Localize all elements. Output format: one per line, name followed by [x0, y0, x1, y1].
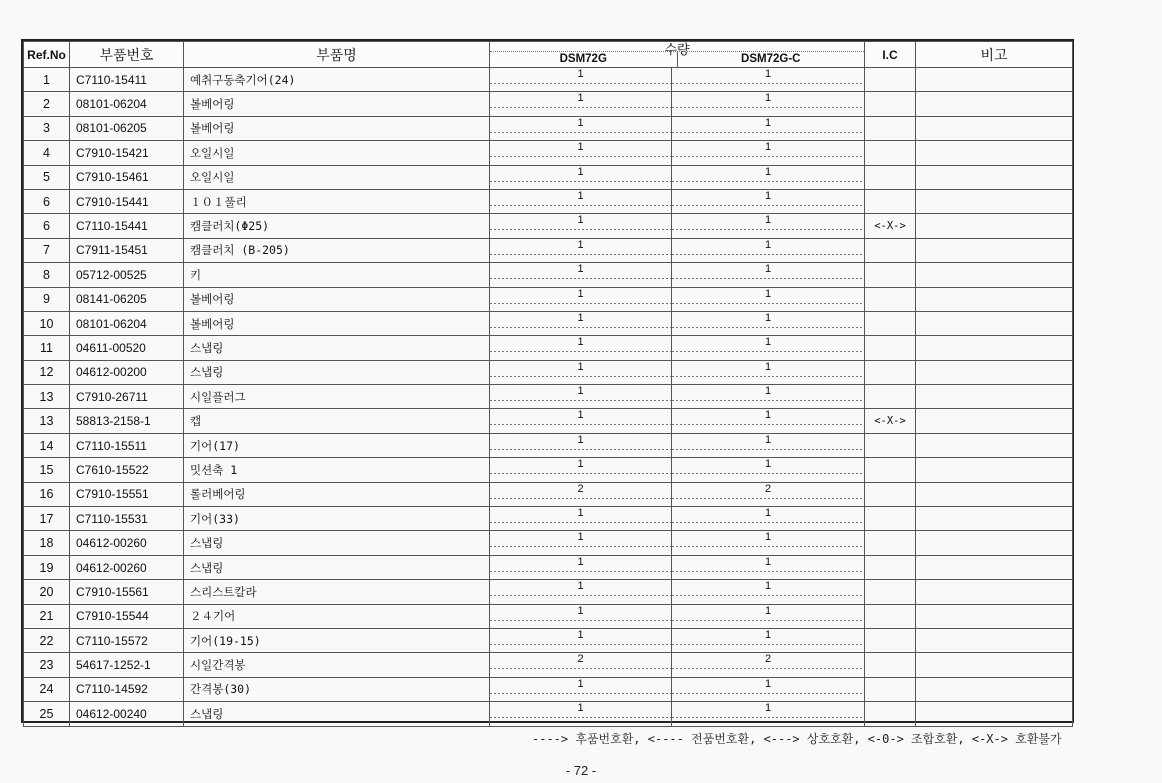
ref-cell: 21: [24, 604, 70, 628]
ic-cell: [865, 360, 916, 384]
table-row: [24, 702, 1073, 726]
qty-model-b-cell: 1: [672, 336, 865, 360]
qty-model-a-cell: 2: [490, 482, 672, 506]
qty-model-a-cell: 1: [490, 433, 672, 457]
ic-cell: [865, 141, 916, 165]
table-row: [24, 507, 1073, 531]
table-row: [24, 189, 1073, 213]
qty-model-a-cell: 1: [490, 702, 672, 726]
part-number-cell: C7910-15461: [70, 165, 184, 189]
part-name-cell: 스냅링: [184, 555, 490, 579]
part-name-cell: 기어(19-15): [184, 628, 490, 652]
qty-model-b-cell: 1: [672, 580, 865, 604]
remark-cell: [916, 580, 1073, 604]
qty-model-a-cell: 1: [490, 287, 672, 311]
ref-cell: 19: [24, 555, 70, 579]
ic-cell: [865, 677, 916, 701]
table-row: [24, 92, 1073, 116]
ref-cell: 6: [24, 214, 70, 238]
qty-model-b-cell: 1: [672, 433, 865, 457]
part-number-cell: C7110-15531: [70, 507, 184, 531]
ic-cell: [865, 336, 916, 360]
part-name-cell: 스냅링: [184, 360, 490, 384]
part-name-header: 부품명: [184, 42, 490, 68]
qty-model-b-cell: 1: [672, 677, 865, 701]
part-name-cell: 캠클러치 (B-205): [184, 238, 490, 262]
part-name-cell: 예취구동축기어(24): [184, 68, 490, 92]
qty-model-b-cell: 1: [672, 68, 865, 92]
qty-model-b-cell: 1: [672, 458, 865, 482]
part-number-cell: C7110-15511: [70, 433, 184, 457]
table-row: [24, 360, 1073, 384]
ref-cell: 17: [24, 507, 70, 531]
part-number-cell: C7110-14592: [70, 677, 184, 701]
remark-cell: [916, 531, 1073, 555]
part-name-cell: 스냅링: [184, 702, 490, 726]
remark-cell: [916, 360, 1073, 384]
part-number-cell: 08141-06205: [70, 287, 184, 311]
remarks-header: 비고: [916, 42, 1073, 68]
part-name-cell: 롤러베어링: [184, 482, 490, 506]
ref-cell: 5: [24, 165, 70, 189]
qty-model-a-cell: 1: [490, 116, 672, 140]
qty-model-a-cell: 1: [490, 92, 672, 116]
remark-cell: [916, 677, 1073, 701]
parts-table-frame: [21, 39, 1074, 723]
part-name-cell: 간격봉(30): [184, 677, 490, 701]
qty-model-a-cell: 2: [490, 653, 672, 677]
qty-model-b-cell: 1: [672, 311, 865, 335]
qty-model-b-cell: 1: [672, 702, 865, 726]
ref-no-header: Ref.No: [24, 42, 70, 68]
qty-model-a-cell: 1: [490, 604, 672, 628]
part-number-cell: C7910-26711: [70, 385, 184, 409]
qty-model-a-cell: 1: [490, 214, 672, 238]
part-name-cell: 볼베어링: [184, 311, 490, 335]
part-number-cell: C7110-15411: [70, 68, 184, 92]
ic-cell: [865, 702, 916, 726]
part-number-cell: 54617-1252-1: [70, 653, 184, 677]
ic-cell: [865, 189, 916, 213]
ic-cell: [865, 165, 916, 189]
table-row: [24, 287, 1073, 311]
remark-cell: [916, 458, 1073, 482]
ref-cell: 22: [24, 628, 70, 652]
qty-model-a-cell: 1: [490, 409, 672, 433]
remark-cell: [916, 385, 1073, 409]
ic-cell: [865, 263, 916, 287]
ref-cell: 3: [24, 116, 70, 140]
model-b-header: DSM72G-C: [741, 53, 801, 65]
ref-cell: 1: [24, 68, 70, 92]
ic-cell: [865, 433, 916, 457]
ic-cell: [865, 238, 916, 262]
part-number-cell: 04612-00200: [70, 360, 184, 384]
qty-model-b-cell: 1: [672, 238, 865, 262]
ref-cell: 11: [24, 336, 70, 360]
parts-table: [23, 41, 1073, 727]
part-number-cell: C7910-15441: [70, 189, 184, 213]
table-row: [24, 604, 1073, 628]
part-number-cell: 08101-06205: [70, 116, 184, 140]
part-number-cell: C7910-15551: [70, 482, 184, 506]
remark-cell: [916, 238, 1073, 262]
qty-model-a-cell: 1: [490, 165, 672, 189]
ic-cell: [865, 555, 916, 579]
ref-cell: 20: [24, 580, 70, 604]
remark-cell: [916, 141, 1073, 165]
table-row: [24, 68, 1073, 92]
remark-cell: [916, 287, 1073, 311]
qty-model-b-cell: 1: [672, 287, 865, 311]
remark-cell: [916, 628, 1073, 652]
ic-cell: [865, 507, 916, 531]
part-number-cell: C7911-15451: [70, 238, 184, 262]
ref-cell: 25: [24, 702, 70, 726]
qty-model-a-cell: 1: [490, 360, 672, 384]
remark-cell: [916, 433, 1073, 457]
ref-cell: 7: [24, 238, 70, 262]
part-number-cell: C7110-15572: [70, 628, 184, 652]
ic-cell: [865, 580, 916, 604]
part-number-cell: C7110-15441: [70, 214, 184, 238]
table-row: [24, 628, 1073, 652]
table-row: [24, 238, 1073, 262]
quantity-label: 수량: [664, 43, 690, 58]
part-name-cell: 시일간격봉: [184, 653, 490, 677]
qty-model-a-cell: 1: [490, 263, 672, 287]
part-name-cell: 볼베어링: [184, 116, 490, 140]
qty-model-b-cell: 1: [672, 360, 865, 384]
table-row: [24, 263, 1073, 287]
qty-model-b-cell: 1: [672, 531, 865, 555]
table-row: [24, 311, 1073, 335]
ic-cell: [865, 287, 916, 311]
qty-model-b-cell: 2: [672, 653, 865, 677]
qty-model-a-cell: 1: [490, 458, 672, 482]
qty-model-b-cell: 1: [672, 385, 865, 409]
table-row: [24, 433, 1073, 457]
part-name-cell: １０１풀리: [184, 189, 490, 213]
ic-header: I.C: [865, 42, 916, 68]
part-name-cell: ２４기어: [184, 604, 490, 628]
qty-model-b-cell: 1: [672, 165, 865, 189]
ic-cell: [865, 653, 916, 677]
qty-model-b-cell: 1: [672, 92, 865, 116]
part-number-header: 부품번호: [70, 42, 184, 68]
qty-model-b-cell: 1: [672, 555, 865, 579]
ic-cell: [865, 92, 916, 116]
qty-model-a-cell: 1: [490, 385, 672, 409]
ic-cell: <-X->: [865, 409, 916, 433]
part-number-cell: 58813-2158-1: [70, 409, 184, 433]
qty-model-a-cell: 1: [490, 189, 672, 213]
part-name-cell: 볼베어링: [184, 92, 490, 116]
ic-cell: [865, 116, 916, 140]
compatibility-legend: ----> 후품번호환, <---- 전품번호환, <---> 상호호환, <-0-> 조합호환, <-X-> 호환불가: [532, 732, 1062, 746]
table-row: [24, 409, 1073, 433]
table-header-row: [24, 42, 1073, 68]
remark-cell: [916, 702, 1073, 726]
ref-cell: 14: [24, 433, 70, 457]
part-name-cell: 캠클러치(Φ25): [184, 214, 490, 238]
ref-cell: 16: [24, 482, 70, 506]
qty-model-b-cell: 2: [672, 482, 865, 506]
ref-cell: 13: [24, 385, 70, 409]
ic-cell: [865, 531, 916, 555]
table-row: [24, 482, 1073, 506]
part-name-cell: 기어(17): [184, 433, 490, 457]
qty-model-a-cell: 1: [490, 311, 672, 335]
remark-cell: [916, 214, 1073, 238]
remark-cell: [916, 263, 1073, 287]
remark-cell: [916, 507, 1073, 531]
quantity-header: [490, 42, 865, 68]
remark-cell: [916, 189, 1073, 213]
ic-cell: [865, 311, 916, 335]
model-columns: [490, 51, 864, 67]
part-number-cell: 04611-00520: [70, 336, 184, 360]
part-number-cell: 04612-00240: [70, 702, 184, 726]
ic-cell: [865, 385, 916, 409]
ic-cell: [865, 604, 916, 628]
remark-cell: [916, 482, 1073, 506]
qty-model-b-cell: 1: [672, 141, 865, 165]
part-name-cell: 밋션축 1: [184, 458, 490, 482]
qty-model-b-cell: 1: [672, 628, 865, 652]
ref-cell: 12: [24, 360, 70, 384]
part-number-cell: 08101-06204: [70, 92, 184, 116]
part-name-cell: 오일시일: [184, 165, 490, 189]
table-row: [24, 555, 1073, 579]
table-row: [24, 336, 1073, 360]
table-row: [24, 531, 1073, 555]
remark-cell: [916, 653, 1073, 677]
remark-cell: [916, 165, 1073, 189]
table-row: [24, 214, 1073, 238]
qty-model-a-cell: 1: [490, 628, 672, 652]
ic-cell: <-X->: [865, 214, 916, 238]
remark-cell: [916, 311, 1073, 335]
qty-model-b-cell: 1: [672, 214, 865, 238]
part-number-cell: C7910-15544: [70, 604, 184, 628]
remark-cell: [916, 116, 1073, 140]
ic-cell: [865, 628, 916, 652]
qty-model-b-cell: 1: [672, 263, 865, 287]
qty-model-a-cell: 1: [490, 677, 672, 701]
ref-cell: 24: [24, 677, 70, 701]
ref-cell: 6: [24, 189, 70, 213]
part-name-cell: 오일시일: [184, 141, 490, 165]
ref-cell: 2: [24, 92, 70, 116]
part-number-cell: 05712-00525: [70, 263, 184, 287]
table-row: [24, 580, 1073, 604]
part-name-cell: 스리스트칼라: [184, 580, 490, 604]
ic-cell: [865, 458, 916, 482]
part-name-cell: 키: [184, 263, 490, 287]
qty-model-b-cell: 1: [672, 116, 865, 140]
qty-model-a-cell: 1: [490, 141, 672, 165]
part-number-cell: C7610-15522: [70, 458, 184, 482]
table-row: [24, 458, 1073, 482]
ref-cell: 8: [24, 263, 70, 287]
part-name-cell: 기어(33): [184, 507, 490, 531]
ic-cell: [865, 68, 916, 92]
ref-cell: 23: [24, 653, 70, 677]
table-row: [24, 116, 1073, 140]
table-body: [24, 68, 1073, 727]
qty-model-a-cell: 1: [490, 531, 672, 555]
part-name-cell: 캡: [184, 409, 490, 433]
model-a-header: DSM72G: [490, 52, 678, 67]
remark-cell: [916, 92, 1073, 116]
remark-cell: [916, 336, 1073, 360]
remark-cell: [916, 604, 1073, 628]
qty-model-a-cell: 1: [490, 555, 672, 579]
qty-model-a-cell: 1: [490, 68, 672, 92]
qty-model-b-cell: 1: [672, 604, 865, 628]
ref-cell: 13: [24, 409, 70, 433]
ref-cell: 9: [24, 287, 70, 311]
part-name-cell: 볼베어링: [184, 287, 490, 311]
qty-model-a-cell: 1: [490, 336, 672, 360]
table-row: [24, 677, 1073, 701]
remark-cell: [916, 555, 1073, 579]
part-number-cell: 04612-00260: [70, 555, 184, 579]
remark-cell: [916, 68, 1073, 92]
ref-cell: 10: [24, 311, 70, 335]
ref-cell: 4: [24, 141, 70, 165]
qty-model-a-cell: 1: [490, 238, 672, 262]
table-row: [24, 653, 1073, 677]
table-row: [24, 141, 1073, 165]
part-name-cell: 스냅링: [184, 336, 490, 360]
qty-model-b-cell: 1: [672, 409, 865, 433]
page-number: - 72 -: [565, 763, 597, 778]
part-number-cell: C7910-15421: [70, 141, 184, 165]
ref-cell: 18: [24, 531, 70, 555]
part-number-cell: 08101-06204: [70, 311, 184, 335]
part-number-cell: 04612-00260: [70, 531, 184, 555]
part-number-cell: C7910-15561: [70, 580, 184, 604]
table-row: [24, 165, 1073, 189]
qty-model-a-cell: 1: [490, 507, 672, 531]
part-name-cell: 시일플러그: [184, 385, 490, 409]
remark-cell: [916, 409, 1073, 433]
qty-model-b-cell: 1: [672, 507, 865, 531]
qty-model-a-cell: 1: [490, 580, 672, 604]
qty-model-b-cell: 1: [672, 189, 865, 213]
table-row: [24, 385, 1073, 409]
ref-cell: 15: [24, 458, 70, 482]
ic-cell: [865, 482, 916, 506]
part-name-cell: 스냅링: [184, 531, 490, 555]
